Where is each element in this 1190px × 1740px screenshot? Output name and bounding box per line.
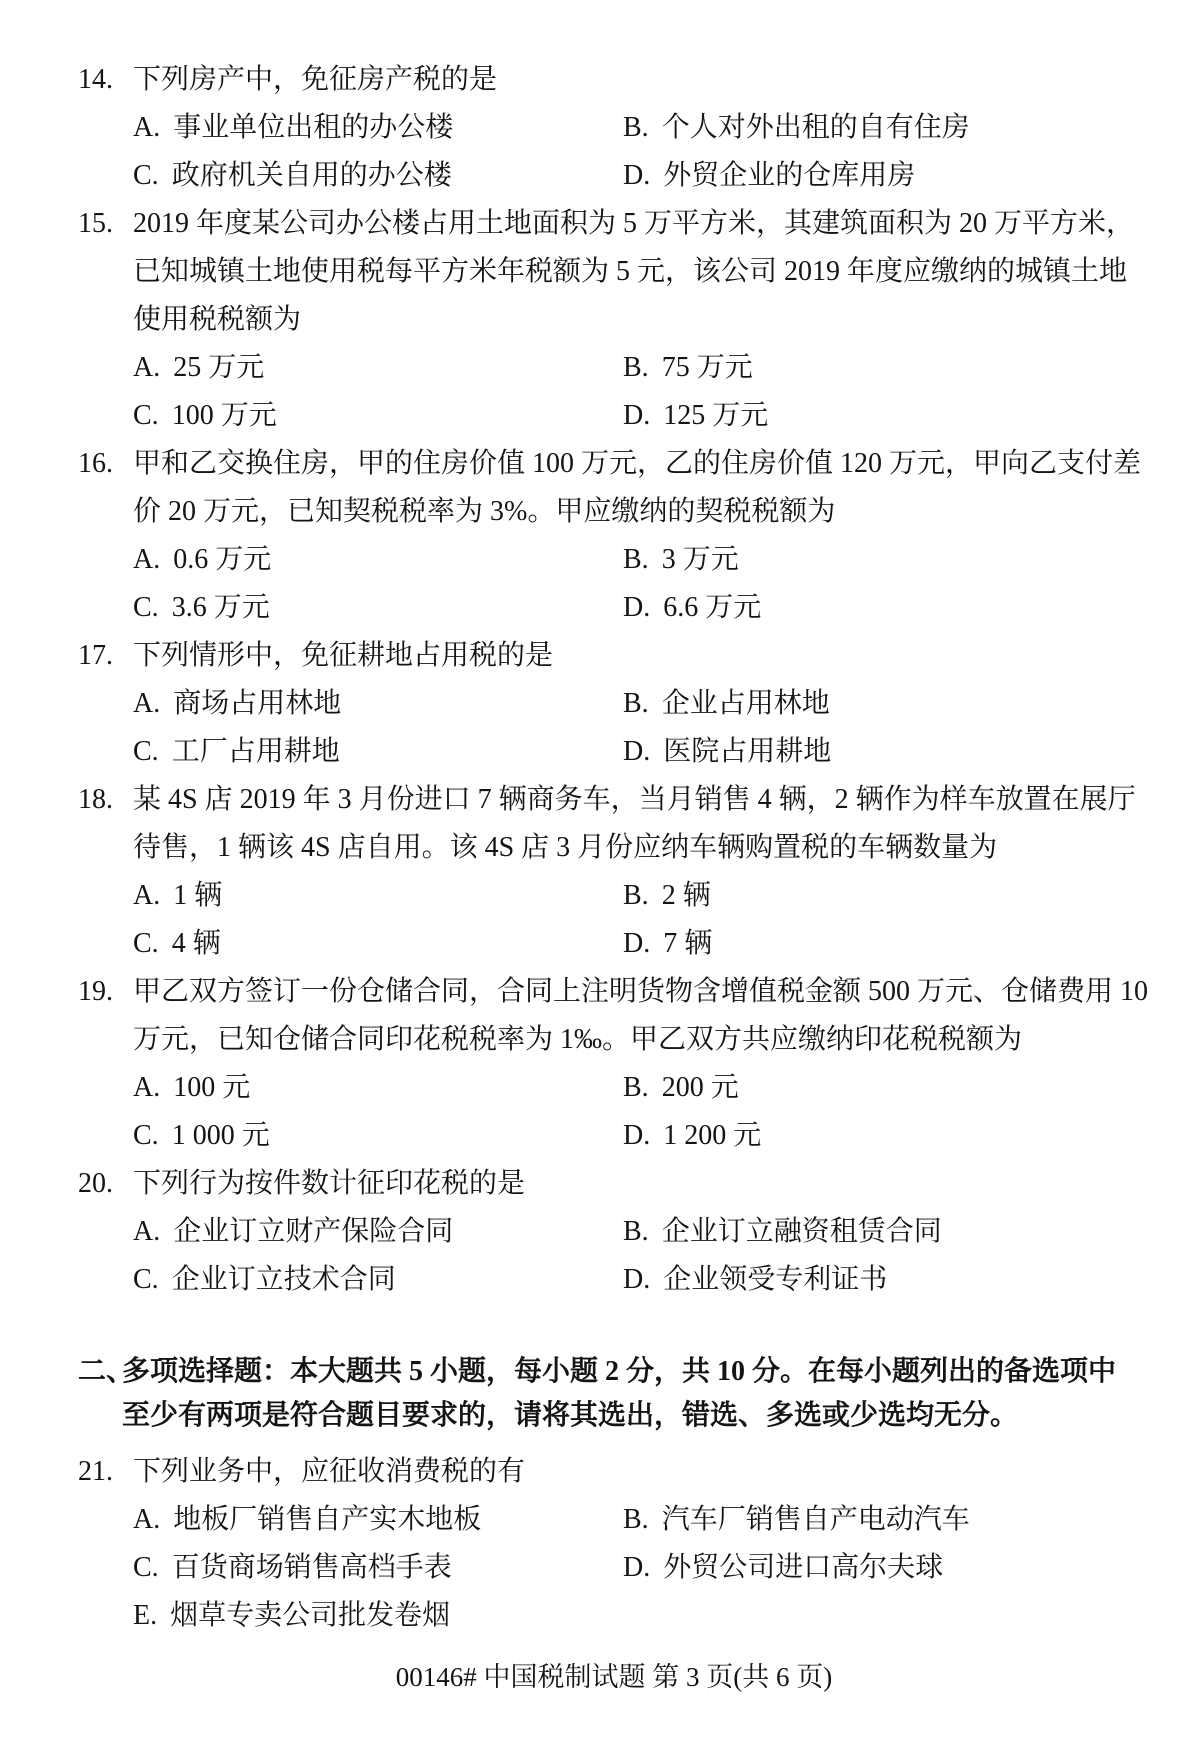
option-item	[623, 104, 970, 152]
option-item	[623, 1064, 739, 1112]
option-text: 事业单位出租的办公楼	[173, 112, 454, 143]
option-text: 个人对外出租的自有住房	[661, 112, 970, 143]
option-row	[133, 344, 1150, 392]
question-body	[133, 200, 1150, 440]
option-text: 商场占用林地	[173, 688, 342, 719]
question-number: 21.	[78, 1456, 113, 1487]
part2-section-title-line: 多项选择题：本大题共 5 小题，每小题 2 分，共 10 分。在每小题列出的备选项中	[122, 1356, 1117, 1387]
option-item	[623, 920, 712, 968]
option-text: 75 万元	[661, 352, 753, 383]
option-item	[133, 1256, 623, 1304]
option-item	[623, 584, 761, 632]
question-item	[78, 440, 1150, 632]
option-row	[133, 680, 1150, 728]
question-item	[78, 632, 1150, 776]
option-row	[133, 728, 1150, 776]
option-row	[133, 1496, 1150, 1544]
option-item	[133, 152, 623, 200]
option-label: C.	[133, 1120, 159, 1151]
part2-section-title-line: 至少有两项是符合题目要求的，请将其选出，错选、多选或少选均无分。	[122, 1400, 1019, 1431]
option-text: 0.6 万元	[173, 544, 272, 575]
question-number: 18.	[78, 784, 113, 815]
option-label: B.	[623, 352, 649, 383]
option-label: C.	[133, 592, 159, 623]
option-text: 4 辆	[171, 928, 221, 959]
option-label: E.	[133, 1600, 158, 1631]
option-text: 企业占用林地	[661, 688, 830, 719]
option-label: A.	[133, 1504, 161, 1535]
option-item	[133, 584, 623, 632]
question-body	[133, 776, 1150, 968]
option-item	[623, 392, 768, 440]
option-text: 企业订立技术合同	[171, 1264, 396, 1295]
question-number: 17.	[78, 640, 113, 671]
option-item	[133, 1208, 623, 1256]
option-row	[133, 536, 1150, 584]
question-stem-line: 已知城镇土地使用税每平方米年税额为 5 元，该公司 2019 年度应缴纳的城镇土地	[133, 256, 1128, 287]
option-text: 1 000 元	[171, 1120, 270, 1151]
option-row	[133, 920, 1150, 968]
option-text: 100 元	[173, 1072, 251, 1103]
option-item	[623, 1208, 942, 1256]
part1-questions-list	[78, 56, 1150, 1304]
option-label: C.	[133, 1552, 159, 1583]
option-label: D.	[623, 1552, 651, 1583]
question-body	[133, 968, 1150, 1160]
option-item	[133, 104, 623, 152]
question-number: 20.	[78, 1168, 113, 1199]
option-label: B.	[623, 880, 649, 911]
question-body	[133, 56, 1150, 200]
option-text: 7 辆	[663, 928, 713, 959]
option-text: 100 万元	[171, 400, 277, 431]
option-text: 6.6 万元	[663, 592, 762, 623]
option-label: C.	[133, 736, 159, 767]
question-number: 15.	[78, 208, 113, 239]
option-label: A.	[133, 1072, 161, 1103]
question-body	[133, 1448, 1150, 1640]
option-label: D.	[623, 736, 651, 767]
option-item	[133, 392, 623, 440]
option-item	[133, 1496, 623, 1544]
option-item	[133, 344, 623, 392]
option-text: 百货商场销售高档手表	[171, 1552, 452, 1583]
option-text: 地板厂销售自产实木地板	[173, 1504, 482, 1535]
option-row	[133, 872, 1150, 920]
option-item	[133, 1112, 623, 1160]
option-text: 1 200 元	[663, 1120, 762, 1151]
question-stem-line: 某 4S 店 2019 年 3 月份进口 7 辆商务车，当月销售 4 辆，2 辆作为样车放置在展厅	[133, 784, 1136, 815]
option-label: C.	[133, 160, 159, 191]
option-text: 3.6 万元	[171, 592, 270, 623]
option-label: C.	[133, 928, 159, 959]
option-label: A.	[133, 688, 161, 719]
option-label: B.	[623, 112, 649, 143]
option-text: 3 万元	[661, 544, 739, 575]
option-item	[623, 728, 831, 776]
option-row	[133, 1064, 1150, 1112]
option-item	[133, 920, 623, 968]
option-item	[623, 536, 739, 584]
option-label: B.	[623, 1504, 649, 1535]
question-body	[133, 440, 1150, 632]
option-text: 工厂占用耕地	[171, 736, 340, 767]
option-text: 政府机关自用的办公楼	[171, 160, 452, 191]
option-label: D.	[623, 160, 651, 191]
option-label: A.	[133, 1216, 161, 1247]
option-item	[623, 1544, 943, 1592]
option-text: 企业订立融资租赁合同	[661, 1216, 942, 1247]
option-label: D.	[623, 1264, 651, 1295]
option-text: 200 元	[661, 1072, 739, 1103]
option-row	[133, 1544, 1150, 1592]
question-item	[78, 200, 1150, 440]
option-row	[133, 1256, 1150, 1304]
option-label: A.	[133, 112, 161, 143]
option-text: 外贸企业的仓库用房	[663, 160, 916, 191]
option-label: B.	[623, 1072, 649, 1103]
option-row	[133, 392, 1150, 440]
option-text: 企业订立财产保险合同	[173, 1216, 454, 1247]
option-item	[623, 1256, 887, 1304]
option-label: D.	[623, 1120, 651, 1151]
option-label: D.	[623, 928, 651, 959]
option-label: C.	[133, 400, 159, 431]
question-stem-line: 使用税税额为	[133, 304, 302, 335]
question-stem-line: 甲乙双方签订一份仓储合同，合同上注明货物含增值税金额 500 万元、仓储费用 10	[133, 976, 1149, 1007]
option-label: A.	[133, 544, 161, 575]
option-item	[133, 728, 623, 776]
option-row	[133, 104, 1150, 152]
option-item	[133, 536, 623, 584]
option-text: 125 万元	[663, 400, 769, 431]
question-stem-line: 万元，已知仓储合同印花税税率为 1‰。甲乙双方共应缴纳印花税税额为	[133, 1024, 1023, 1055]
question-stem-line: 价 20 万元，已知契税税率为 3%。甲应缴纳的契税税额为	[133, 496, 836, 527]
option-item	[133, 872, 623, 920]
option-text: 烟草专卖公司批发卷烟	[170, 1600, 451, 1631]
part2-section-heading	[78, 1350, 1150, 1438]
option-label: B.	[623, 688, 649, 719]
page-footer: 00146# 中国税制试题 第 3 页(共 6 页)	[395, 1662, 833, 1692]
option-text: 25 万元	[173, 352, 265, 383]
part2-section-marker: 二、	[78, 1356, 135, 1387]
option-item	[133, 1592, 450, 1640]
option-row	[133, 1208, 1150, 1256]
option-label: B.	[623, 1216, 649, 1247]
option-item	[623, 1496, 970, 1544]
option-item	[623, 1112, 761, 1160]
question-item	[78, 56, 1150, 200]
option-label: A.	[133, 352, 161, 383]
option-label: C.	[133, 1264, 159, 1295]
option-row	[133, 1592, 1150, 1640]
question-number: 16.	[78, 448, 113, 479]
question-stem-line: 下列行为按件数计征印花税的是	[133, 1168, 526, 1199]
question-item	[78, 776, 1150, 968]
question-body	[133, 1160, 1150, 1304]
option-label: A.	[133, 880, 161, 911]
option-text: 医院占用耕地	[663, 736, 832, 767]
option-row	[133, 1112, 1150, 1160]
option-row	[133, 584, 1150, 632]
question-stem-line: 2019 年度某公司办公楼占用土地面积为 5 万平方米，其建筑面积为 20 万平方米，	[133, 208, 1135, 239]
option-text: 2 辆	[661, 880, 711, 911]
part2-questions-list	[78, 1448, 1150, 1640]
question-item	[78, 1448, 1150, 1640]
option-item	[623, 680, 830, 728]
question-stem-line: 下列情形中，免征耕地占用税的是	[133, 640, 554, 671]
option-label: B.	[623, 544, 649, 575]
option-text: 企业领受专利证书	[663, 1264, 888, 1295]
question-stem-line: 待售，1 辆该 4S 店自用。该 4S 店 3 月份应纳车辆购置税的车辆数量为	[133, 832, 998, 863]
question-stem-line: 下列房产中，免征房产税的是	[133, 64, 498, 95]
question-item	[78, 968, 1150, 1160]
option-item	[133, 1064, 623, 1112]
question-stem-line: 下列业务中，应征收消费税的有	[133, 1456, 526, 1487]
option-label: D.	[623, 400, 651, 431]
option-item	[623, 152, 915, 200]
question-item	[78, 1160, 1150, 1304]
question-stem-line: 甲和乙交换住房，甲的住房价值 100 万元，乙的住房价值 120 万元，甲向乙支付差	[133, 448, 1142, 479]
option-text: 外贸公司进口高尔夫球	[663, 1552, 944, 1583]
question-number: 14.	[78, 64, 113, 95]
option-item	[623, 872, 711, 920]
question-number: 19.	[78, 976, 113, 1007]
question-body	[133, 632, 1150, 776]
option-item	[133, 680, 623, 728]
option-label: D.	[623, 592, 651, 623]
option-text: 汽车厂销售自产电动汽车	[661, 1504, 970, 1535]
option-item	[623, 344, 753, 392]
option-row	[133, 152, 1150, 200]
option-item	[133, 1544, 623, 1592]
option-text: 1 辆	[173, 880, 223, 911]
